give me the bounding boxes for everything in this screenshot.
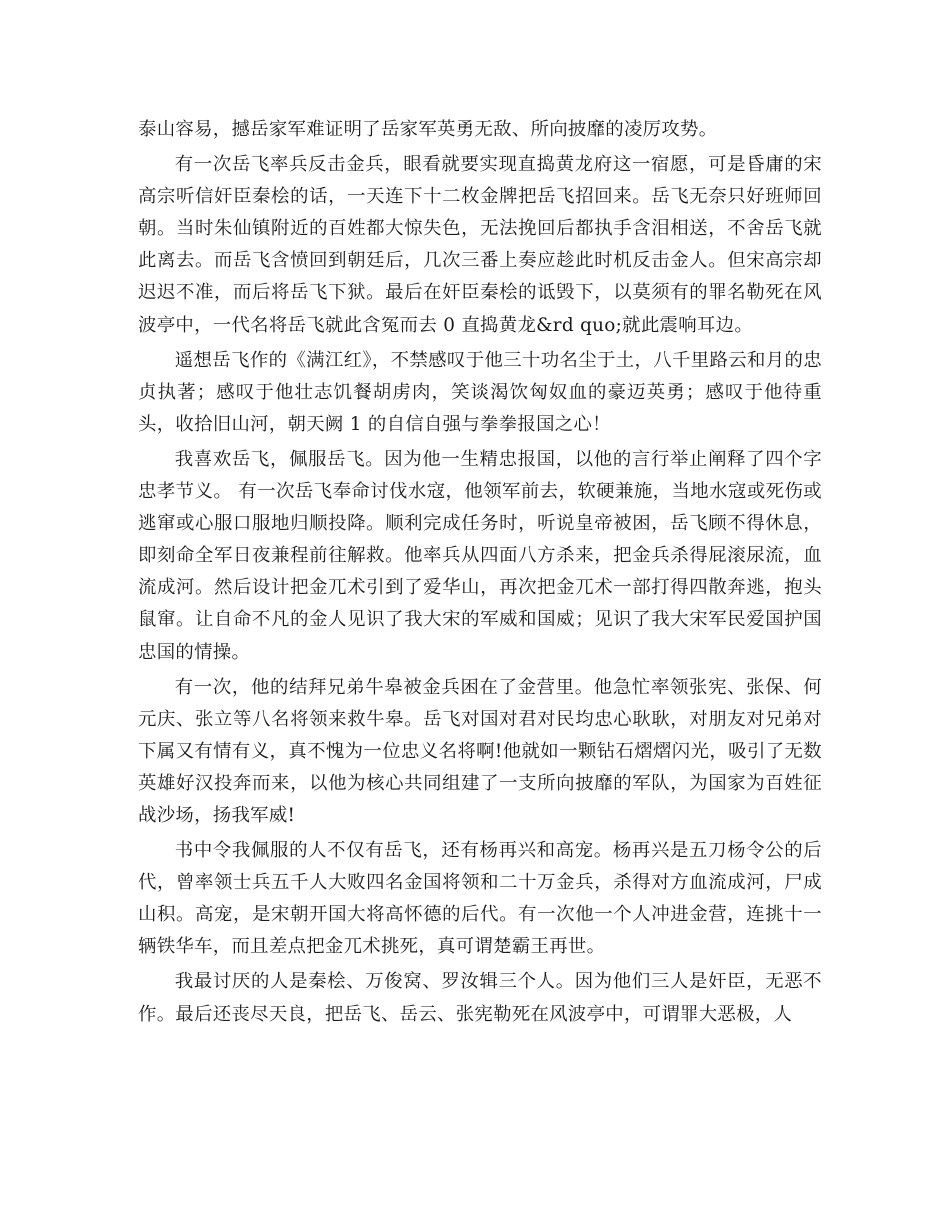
paragraph: 有一次岳飞率兵反击金兵，眼看就要实现直捣黄龙府这一宿愿，可是昏庸的宋高宗听信奸臣秦桧的话，一天连下十二枚金牌把岳飞招回来。岳飞无奈只好班师回朝。当时朱仙镇附近的百姓都大惊失色，无法挽回后都执手含泪相送，不舍岳飞就此离去。而岳飞含愤回到朝廷后，几次三番上奏应趁此时机反击金人。但宋高宗却迟迟不准，而后将岳飞下狱。最后在奸臣秦桧的诋毁下，以莫须有的罪名勒死在风波亭中，一代名将岳飞就此含冤而去 0 直捣黄龙&rd quo;就此震响耳边。 xyxy=(138,154,822,336)
paragraph: 泰山容易，撼岳家军难证明了岳家军英勇无敌、所向披靡的凌厉攻势。 xyxy=(138,119,718,140)
paragraph: 遥想岳飞作的《满江红》，不禁感叹于他三十功名尘于土，八千里路云和月的忠贞执著；感叹于他壮志饥餐胡虏肉，笑谈渴饮匈奴血的豪迈英勇；感叹于他待重头，收拾旧山河，朝天阙 1 的自信自强与拳拳报国之心！ xyxy=(138,349,822,435)
paragraph: 书中令我佩服的人不仅有岳飞，还有杨再兴和高宠。杨再兴是五刀杨令公的后代，曾率领士兵五千人大败四名金国将领和二十万金兵，杀得对方血流成河，尸成山积。高宠，是宋朝开国大将高怀德的后代。有一次他一个人冲进金营，连挑十一辆铁华车，而且差点把金兀术挑死，真可谓楚霸王再世。 xyxy=(138,840,822,958)
paragraph: 我喜欢岳飞，佩服岳飞。因为他一生精忠报国，以他的言行举止阐释了四个字忠孝节义。 有一次岳飞奉命讨伐水寇，他领军前去，软硬兼施，当地水寇或死伤或逃窜或心服口服地归顺投降。顺利完成任务时，听说皇帝被困，岳飞顾不得休息，即刻命全军日夜兼程前往解救。他率兵从四面八方杀来，把金兵杀得屁滚尿流，血流成河。然后设计把金兀术引到了爱华山，再次把金兀术一部打得四散奔逃，抱头鼠窜。让自命不凡的金人见识了我大宋的军威和国威；见识了我大宋军民爱国护国忠国的情操。 xyxy=(138,448,822,663)
paragraph: 有一次，他的结拜兄弟牛皋被金兵困在了金营里。他急忙率领张宪、张保、何元庆、张立等八名将领来救牛皋。岳飞对国对君对民均忠心耿耿，对朋友对兄弟对下属又有情有义，真不愧为一位忠义名将啊!他就如一颗钻石熠熠闪光，吸引了无数英雄好汉投奔而来，以他为核心共同组建了一支所向披靡的军队，为国家为百姓征战沙场，扬我军威! xyxy=(138,676,822,826)
paragraph: 我最讨厌的人是秦桧、万俊窝、罗汝辑三个人。因为他们三人是奸臣，无恶不作。最后还丧尽天良，把岳飞、岳云、张宪勒死在风波亭中，可谓罪大恶极，人 xyxy=(138,971,822,1025)
body-text xyxy=(138,114,822,1034)
